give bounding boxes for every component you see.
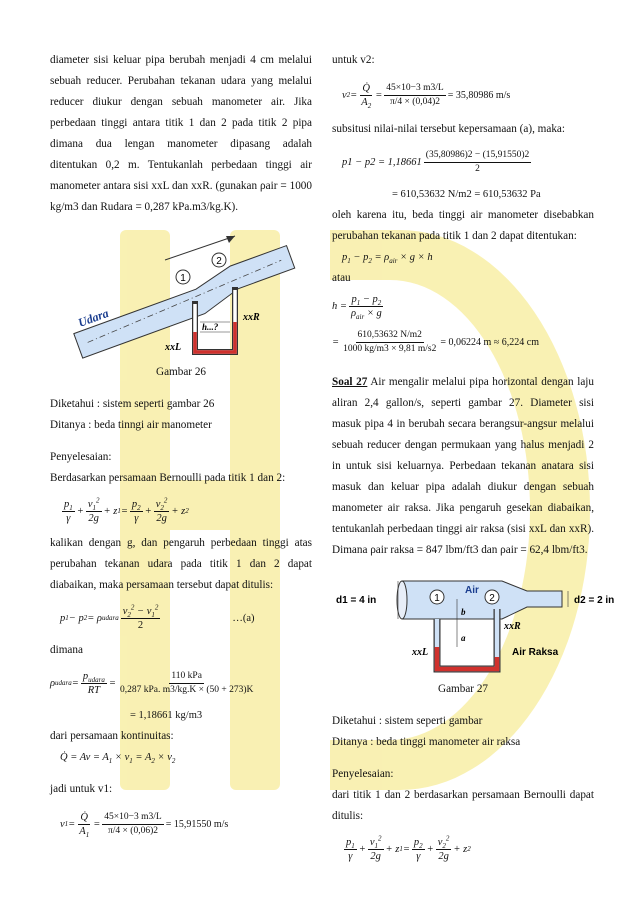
fig27-d2-label: d2 = 2 in (574, 595, 615, 606)
hydrostatic-equation: $p_1 - p_2 = \rho_{air} \times g \times h$ (342, 252, 433, 266)
fig26-h-label: h...? (202, 322, 219, 332)
v2-equation: v 2 = $\frac{Q̇}{A_2}$ = $\frac{45\times 10-3 m3/L}{\pi/4 \times (0,04)2}$ = 35,80986 m/s (342, 82, 511, 110)
left-column (50, 50, 312, 848)
atau-label: atau (332, 272, 351, 284)
bernoulli-equation-26: $\frac{p_1}{\gamma}$ + $\frac{v_1^2}{2g}$ + z 1 = $\frac{p_2}{\gamma}$ + $\frac{v_2^2}{2g}$ + z 2 (64, 496, 189, 524)
right-column (332, 50, 615, 871)
dp-result: = 610,53632 N/m2 = 610,53632 Pa (392, 189, 541, 200)
fig27-caption: Gambar 27 (437, 683, 489, 695)
h-numerator: 610,53632 N/m2 (356, 329, 424, 343)
intro-paragraph: diameter sisi keluar pipa berubah menjadi 4 cm melalui sebuah reducer. Perubahan tekanan udara yang melalui reducer diukur dengan sebuah manometer air. Jika perbedaan tinggi antara titik 1 dan 2 pada titik 2 pipa dimana dua lengan manometer dipasang adalah ditentukan 0,2 m. Tentukanlah perbedaan tinggi air manometer antara sisi xxL dan xxR. (gunakan ρair = 1000 kg/m3 dan Rudara = 0,287 kPa.m3/kg.K). (50, 54, 312, 213)
fig27-b-label: b (461, 607, 466, 617)
kontinuitas-label: dari persamaan kontinuitas: (50, 730, 174, 742)
fig27-a-label: a (461, 633, 466, 643)
rho-denominator: 0,287 kPa. m3/kg.K × (50 + 273)K (119, 684, 254, 695)
v2-numerator: 45×10−3 m3/L (384, 82, 445, 96)
bernoulli-intro-27: dari titik 1 dan 2 berdasarkan persamaan Bernoulli dapat ditulis: (332, 789, 594, 822)
untuk-v2-label: untuk v2: (332, 54, 375, 66)
kalikan-paragraph: kalikan dengan g, dan pengaruh perbedaan tinggi atas perubahan tekanan udara pada titik 1 dan 2 dapat diabaikan, maka persamaan tersebut dapat ditulis: (50, 537, 312, 591)
fig26-point-2: 2 (216, 256, 222, 267)
diketahui-27: Diketahui : sistem seperti gambar (332, 715, 483, 727)
rho-result: = 1,18661 kg/m3 (130, 710, 203, 721)
fig27-xxR-label: xxR (504, 621, 521, 632)
dp-numerator: (35,80986)2 − (15,91550)2 (424, 149, 532, 163)
v1-denominator: (0,06)2 (130, 825, 158, 836)
v1-equation: v 1 = $\frac{Q̇}{A_1}$ = $\frac{45\times 10-3 m3/L}{\pi/4 \times (0,06)2}$ = 15,91550 m/s (60, 811, 229, 839)
penyelesaian-27: Penyelesaian: (332, 768, 394, 780)
h-denominator: 1000 kg/m3 × 9,81 m/s2 (343, 343, 437, 354)
fig27-point-1: 1 (434, 593, 440, 604)
fig26-point-1: 1 (180, 273, 186, 284)
h-equation: = $\frac{610,53632 N/m2}{1000 kg/m3 \times 9,81 m/s2}$ = 0,06224 m ≈ 6,224 cm (332, 329, 539, 354)
ditanya-26: Ditanya : beda tinngi air manometer (50, 419, 212, 431)
dp-equation (332, 140, 594, 184)
fig26-xxR-label: xxR (243, 312, 260, 323)
fig26-caption: Gambar 26 (155, 366, 207, 378)
fig27-point-2: 2 (489, 593, 495, 604)
rho-numerator: 110 kPa (169, 670, 204, 684)
ditanya-27: Ditanya : beda tinggi manometer air raksa (332, 736, 521, 748)
jadi-v1-label: jadi untuk v1: (50, 783, 113, 795)
rho-equation: ρ udara = $\frac{p_{udara}}{RT}$ = $\frac{\text{110 kPa}}{\text{0,287 kPa. m3/kg.K × (50 + 273)K}}$ (50, 670, 254, 696)
bernoulli-equation-27: $\frac{p_1}{\gamma}$ + $\frac{v_1^2}{2g}$ + z 1 = $\frac{p_2}{\gamma}$ + $\frac{v_2^2}{2g}$ + z 2 (346, 834, 471, 862)
fig26-xxL-label: xxL (165, 342, 182, 353)
v1-numerator: 45×10−3 m3/L (102, 811, 163, 825)
fig27-d1-label: d1 = 4 in (336, 595, 377, 606)
diketahui-26: Diketahui : sistem seperti gambar 26 (50, 398, 215, 410)
equation-a: p 1 − p 2 = ρ udara $\frac{v_2^2 - v_1^2}{2}$ …(a) (60, 603, 255, 631)
fig26-udara-label: Udara (76, 305, 111, 330)
v1-result: = 15,91550 m/s (165, 818, 229, 830)
dp-coefficient: p1 − p2 = 1,18661 (342, 156, 422, 168)
subsitusi-paragraph: subsitusi nilai-nilai tersebut kepersamaan (a), maka: (332, 123, 565, 135)
dimana-label: dimana (50, 644, 83, 656)
fig27-raksa-label: Air Raksa (512, 647, 559, 658)
fig27-xxL-label: xxL (412, 647, 429, 658)
soal-27-label: Soal 27 (332, 376, 368, 388)
kontinuitas-equation: Q̇ = $Av = A_1 \times v_1 = A_2 \times v_2$ (60, 752, 176, 766)
dp-denominator: 2 (475, 163, 480, 174)
soal-27-paragraph (332, 372, 594, 561)
v2-result: = 35,80986 m/s (447, 89, 511, 101)
h-formula: h = $\frac{p_1 - p_2}{\rho_{air} \times g}$ (332, 293, 382, 321)
v2-denominator: (0,04)2 (412, 96, 440, 107)
figure-26 (50, 222, 312, 362)
oleh-paragraph: oleh karena itu, beda tinggi air manometer disebabkan perubahan tekanan pada titik 1 dan 2 dapat ditentukan: (332, 209, 594, 242)
h-result: = 0,06224 m ≈ 6,224 cm (440, 336, 539, 348)
figure-27 (332, 569, 615, 679)
penyelesaian-26: Penyelesaian: (50, 451, 112, 463)
soal-27-text: Air mengalir melalui pipa horizontal dengan laju aliran 2,4 gallon/s, seperti gambar 27. Diameter sisi masuk pipa 4 in berubah secara berangsur-angsur melalui sebuah reducer dengan permukaan yang halus menjadi 2 in untuk sisi keluarnya. Perbedaan tekanan anatara sisi masuk dan keluar pipa adalah diukur dengan sebuah manometer air raksa. Jika pengaruh gesekan diabaikan, tentukanlah perbedaan tinggi air raksa (sisi xxL dan xxR). Dimana ρair raksa = 847 lbm/ft3 dan ρair = 62,4 lbm/ft3. (332, 376, 594, 556)
equation-a-tag: …(a) (232, 612, 255, 624)
bernoulli-intro-26: Berdasarkan persamaan Bernoulli pada titik 1 dan 2: (50, 472, 286, 484)
fig27-air-label: Air (465, 585, 479, 596)
